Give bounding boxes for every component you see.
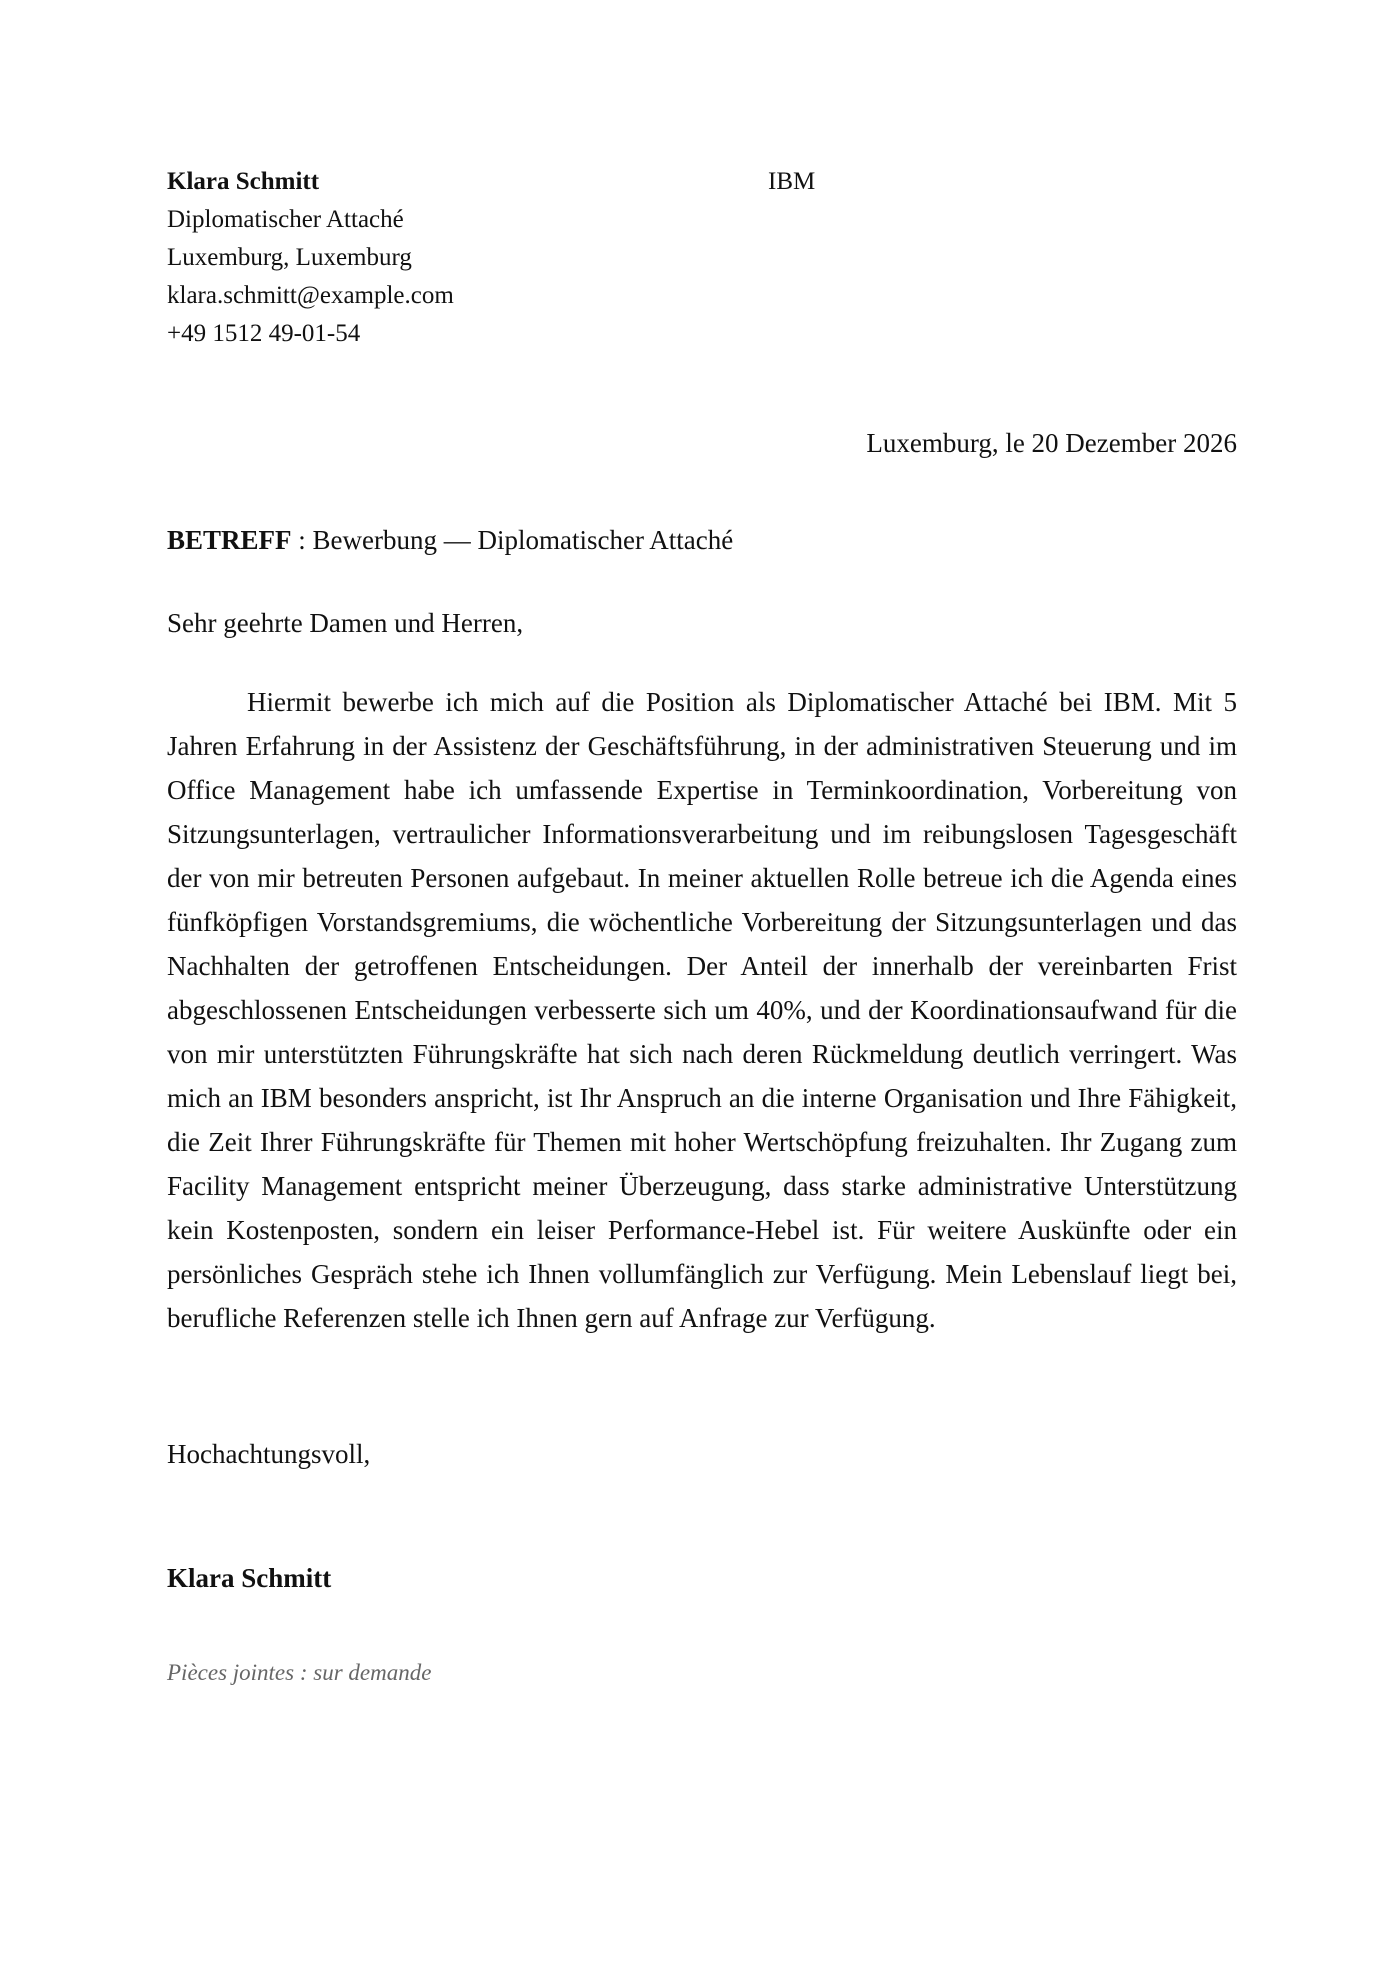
sender-location: Luxemburg, Luxemburg — [167, 244, 412, 271]
subject-label: BETREFF — [167, 525, 292, 555]
sender-block — [167, 163, 687, 353]
subject-text: Bewerbung — Diplomatischer Attaché — [312, 525, 734, 555]
body-paragraph: Hiermit bewerbe ich mich auf die Position als Diplomatischer Attaché bei IBM. Mit 5 Jahren Erfahrung in der Assistenz der Geschäftsführung, in der administrativen Steuerung und im Office Management habe ich umfassende Expertise in Terminkoordination, Vorbereitung von Sitzungsunterlagen, vertraulicher Informationsverarbeitung und im reibungslosen Tagesgeschäft der von mir betreuten Personen aufgebaut. In meiner aktuellen Rolle betreue ich die Agenda eines fünfköpfigen Vorstandsgremiums, die wöchentliche Vorbereitung der Sitzungsunterlagen und das Nachhalten der getroffenen Entscheidungen. Der Anteil der innerhalb der vereinbarten Frist abgeschlossenen Entscheidungen verbesserte sich um 40%, und der Koordinationsaufwand für die von mir unterstützten Führungskräfte hat sich nach deren Rückmeldung deutlich verringert. Was mich an IBM besonders anspricht, ist Ihr Anspruch an die interne Organisation und Ihre Fähigkeit, die Zeit Ihrer Führungskräfte für Themen mit hoher Wertschöpfung freizuhalten. Ihr Zugang zum Facility Management entspricht meiner Überzeugung, dass starke administrative Unterstützung kein Kostenposten, sondern ein leiser Performance-Hebel ist. Für weitere Auskünfte oder ein persönliches Gespräch stehe ich Ihnen vollumfänglich zur Verfügung. Mein Lebenslauf liegt bei, berufliche Referenzen stelle ich Ihnen gern auf Anfrage zur Verfügung. — [167, 687, 1237, 1333]
attachments-note: Pièces jointes : sur demande — [167, 1660, 432, 1685]
sender-phone: +49 1512 49-01-54 — [167, 320, 361, 347]
salutation: Sehr geehrte Damen und Herren, — [167, 608, 524, 638]
sender-email: klara.schmitt@example.com — [167, 282, 454, 309]
recipient-block — [768, 163, 815, 201]
recipient-company: IBM — [768, 168, 816, 195]
signature-name: Klara Schmitt — [167, 1563, 332, 1593]
sender-title: Diplomatischer Attaché — [167, 206, 404, 233]
subject-line — [167, 521, 733, 559]
letter-date: Luxemburg, le 20 Dezember 2026 — [866, 428, 1237, 458]
subject-separator: : — [291, 525, 313, 555]
sender-name: Klara Schmitt — [167, 168, 320, 195]
closing: Hochachtungsvoll, — [167, 1439, 371, 1469]
